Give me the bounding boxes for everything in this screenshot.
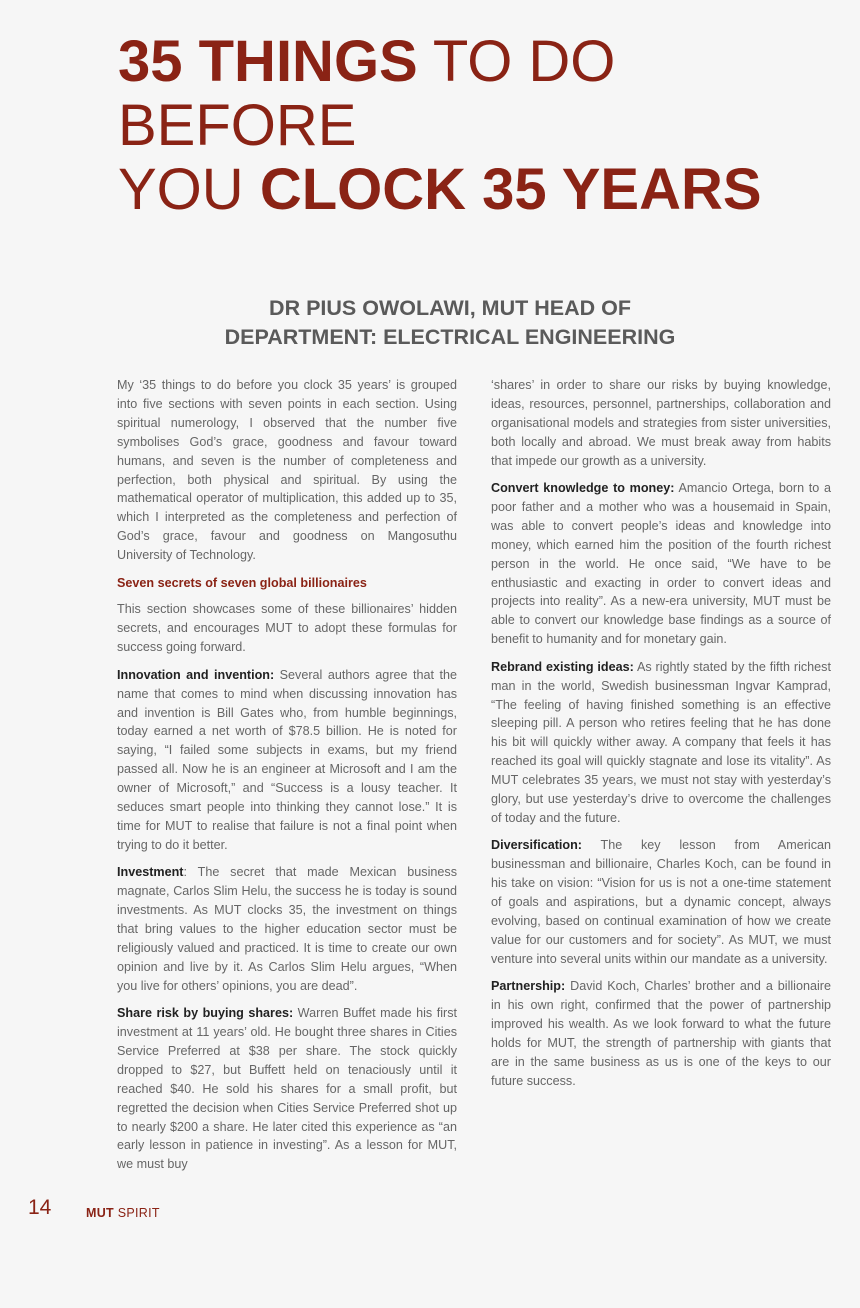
point-lead: Investment — [117, 865, 184, 880]
publication-name-bold: MUT — [86, 1206, 114, 1220]
intro-paragraph: My ‘35 things to do before you clock 35 years’ is grouped into five sections with seven points in each section. Using spiritual numerology, I observed that the number five symbolises God’s grace, goodness and favour toward humans, and seven is the number of completeness and perfection, both physical and spiritual. By using the mathematical operator of multiplication, this added up to 35, which I interpreted as the completeness and perfection of God’s grace, favour and goodness on Mangosuthu University of Technology. — [117, 378, 457, 563]
page-footer — [28, 1196, 328, 1226]
continuation-paragraph: ‘shares’ in order to share our risks by buying knowledge, ideas, resources, personnel, partnerships, collaboration and organisational models and strategies from sister universities, both locally and abroad. We must break away from habits that impede our growth as a university. — [491, 378, 831, 468]
point-text: : The secret that made Mexican business magnate, Carlos Slim Helu, the success he is today is sound investments. As MUT clocks 35, the investment on things that bring values to the higher education sector must be religiously valued and practiced. It is time to create our own opinion and live by it. As Carlos Slim Helu argues, “When you live for others’ opinions, you are dead”. — [117, 865, 457, 993]
point-convert-knowledge — [491, 479, 831, 649]
point-rebrand — [491, 658, 831, 828]
point-investment — [117, 863, 457, 995]
title-part-bold-4: CLOCK 35 YEARS — [259, 157, 762, 222]
point-text: Several authors agree that the name that comes to mind when discussing innovation has and invention is Bill Gates who, from humble beginnings, today earned a net worth of $78.5 billion. He is noted for saying, “I failed some subjects in exams, but my friend passed all. Now he is an engineer at Microsoft and I am the owner of Microsoft,” and “Success is a lousy teacher. It seduces smart people into thinking they cannot lose.” It is time for MUT to realise that failure is not a final point when trying to do it better. — [117, 667, 457, 852]
point-text: David Koch, Charles’ brother and a billionaire in his own right, confirmed that the power of partnership improved his wealth. As we look forward to what the future holds for MUT, the strength of partnership with giants that are in the same business as us is one of the keys to our future success. — [491, 979, 831, 1088]
point-lead: Partnership: — [491, 979, 566, 994]
byline-line-2: DEPARTMENT: ELECTRICAL ENGINEERING — [224, 325, 676, 349]
title-part-2: TO DO BEFORE — [118, 29, 616, 158]
point-text: The key lesson from American businessman and billionaire, Charles Koch, can be found in his take on vision: “Vision for us is not a one-time statement of goals and aspirations, but a dynamic concept, always evolving, based on continual examination of how we create value for our customers and for society”. As MUT, we must venture into several units within our mandate as a university. — [491, 838, 831, 966]
point-share-risk — [117, 1004, 457, 1174]
point-lead: Rebrand existing ideas: — [491, 659, 634, 674]
title-part-bold-1: 35 THINGS — [118, 29, 418, 94]
point-lead: Innovation and invention: — [117, 667, 275, 682]
point-lead: Diversification: — [491, 838, 582, 853]
point-diversification — [491, 836, 831, 968]
point-partnership — [491, 977, 831, 1090]
publication-name — [86, 1206, 160, 1220]
point-text: Warren Buffet made his first investment at 11 years’ old. He bought three shares in Cities Service Preferred at $38 per share. The stock quickly dropped to $27, but Buffett held on tenaciously until it reached $40. He sold his shares for a small profit, but regretted the decision when Cities Service Preferred shot up to nearly $200 a share. He later cited this experience as “an early lesson in patience in investing”. As a lesson for MUT, we must buy — [117, 1006, 457, 1172]
point-lead: Convert knowledge to money: — [491, 481, 675, 496]
point-lead: Share risk by buying shares: — [117, 1006, 294, 1021]
title-part-3: YOU — [118, 157, 260, 222]
author-byline — [150, 294, 750, 352]
left-column — [117, 376, 457, 1183]
publication-name-rest: SPIRIT — [113, 1206, 160, 1220]
byline-line-1: DR PIUS OWOLAWI, MUT HEAD OF — [269, 296, 631, 320]
section-heading: Seven secrets of seven global billionaires — [117, 575, 367, 590]
right-column — [491, 376, 831, 1099]
point-text: Amancio Ortega, born to a poor father and a mother who was a housemaid in Spain, was able to convert people’s ideas and knowledge into money, which earned him the position of the fourth richest person in the world. He once said, “We have to be enthusiastic and exacting in order to convert ideas and projects into reality”. As a new-era university, MUT must be able to convert our knowledge base findings as a source of benefit to humanity and for monetary gain. — [491, 481, 831, 647]
point-text: As rightly stated by the fifth richest man in the world, Swedish businessman Ingvar Kamprad, “The feeling of having finished something is an effective sleeping pill. A person who retires feeling that he has done his bit will quickly wither away. A company that feels it has reached its goal will quickly stagnate and lose its vitality”. As MUT celebrates 35 years, we must not stay with yesterday’s glory, but use yesterday’s drive to overcome the challenges of today and the future. — [491, 659, 831, 825]
page-number: 14 — [28, 1196, 52, 1219]
section-intro-paragraph: This section showcases some of these billionaires’ hidden secrets, and encourages MUT to adopt these formulas for success going forward. — [117, 602, 457, 655]
point-innovation — [117, 666, 457, 855]
article-title — [118, 30, 848, 222]
